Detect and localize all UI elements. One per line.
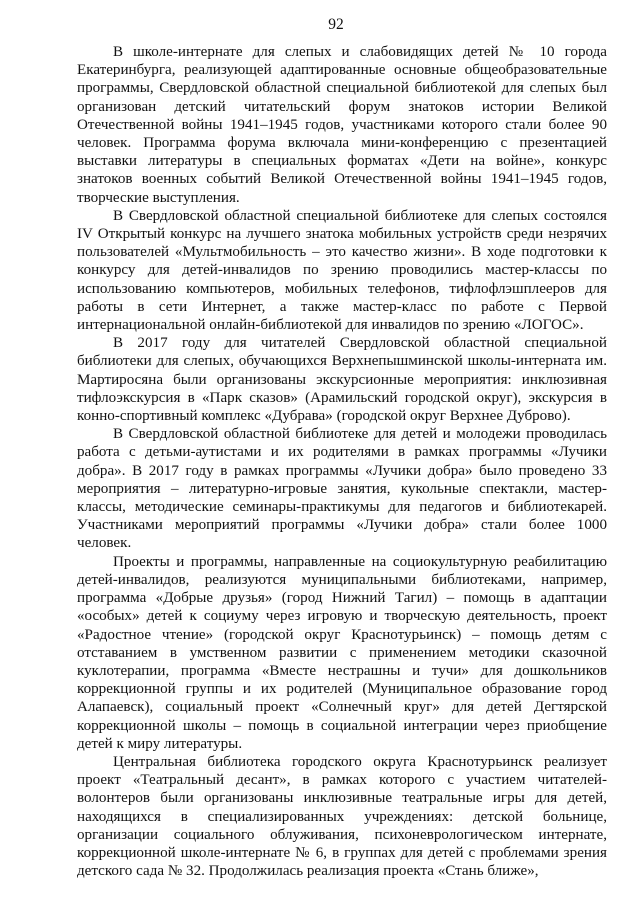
- paragraph-excursions: В 2017 году для читателей Свердловской областной специальной библиотеки для слепых, обучающихся Верхнепышминской школы-интерната им. Мартиросяна были организованы экскурсионные мероприятия: инклюзивная тифлоэкскурсия в «Парк сказов» (Арамильский городской округ), экскурсия в конно-спортивный комплекс «Дубрава» (городской округ Верхнее Дуброво).: [77, 335, 607, 425]
- paragraph-municipal-projects: Проекты и программы, направленные на социокультурную реабилитацию детей-инвалидов, реализуются муниципальными библиотеками, например, программа «Добрые друзья» (город Нижний Тагил) – помощь в адаптации «особых» детей к социуму через игровую и творческую деятельность, проект «Радостное чтение» (городской округ Краснотурьинск) – помощь детям с отставанием в умственном развитии с применением методики сказочной куклотерапии, программа «Вместе нестрашны и тучи» для дошкольников коррекционной группы и их родителей (Муниципальное образование город Алапаевск), социальный проект «Солнечный круг» для детей Дегтярской коррекционной школы – помощь в социальной интеграции через приобщение детей к миру литературы.: [77, 553, 607, 752]
- paragraph-theatre-project: Центральная библиотека городского округа Краснотурьинск реализует проект «Театральный десант», в рамках которого с участием читателей-волонтеров были организованы инклюзивные театральные игры для детей, находящихся в специализированных учреждениях: детской больнице, организации социального облуживания, психоневрологическом интернате, коррекционной школе-интернате № 6, в группах для детей с проблемами зрения детского сада № 32. Продолжилась реализация проекта «Стань ближе»,: [77, 753, 607, 880]
- page-number: 92: [328, 16, 344, 33]
- paragraph-forum: В школе-интернате для слепых и слабовидящих детей № 10 города Екатеринбурга, реализующей адаптированные основные общеобразовательные программы, Свердловской областной специальной библиотекой для слепых был организован детский читательский форум знатоков истории Великой Отечественной войны 1941–1945 годов, участниками которого стали более 90 человек. Программа форума включала мини-конференцию с презентацией выставки литературы в специальных форматах «Дети на войне», конкурс знатоков военных событий Великой Отечественной войны 1941–1945 годов, творческие выступления.: [77, 44, 607, 206]
- paragraph-autism-program: В Свердловской областной библиотеке для детей и молодежи проводилась работа с детьми-аутистами и их родителями в рамках программы «Лучики добра». В 2017 году в рамках программы «Лучики добра» было проведено 33 мероприятия – литературно-игровые занятия, кукольные спектакли, мастер-классы, методические семинары-практикумы для педагогов и библиотекарей. Участниками мероприятий программы «Лучики добра» стали более 1000 человек.: [77, 426, 607, 552]
- paragraph-contest: В Свердловской областной специальной библиотеке для слепых состоялся IV Открытый конкурс на лучшего знатока мобильных устройств среди незрячих пользователей «Мультмобильность – это качество жизни». В ходе подготовки к конкурсу для детей-инвалидов по зрению проводились мастер-классы по использованию компьютеров, мобильных телефонов, тифлофлэшплееров для работы в сети Интернет, а также мастер-класс по работе с Первой интернациональной онлайн-библиотекой для инвалидов по зрению «ЛОГОС».: [77, 207, 607, 334]
